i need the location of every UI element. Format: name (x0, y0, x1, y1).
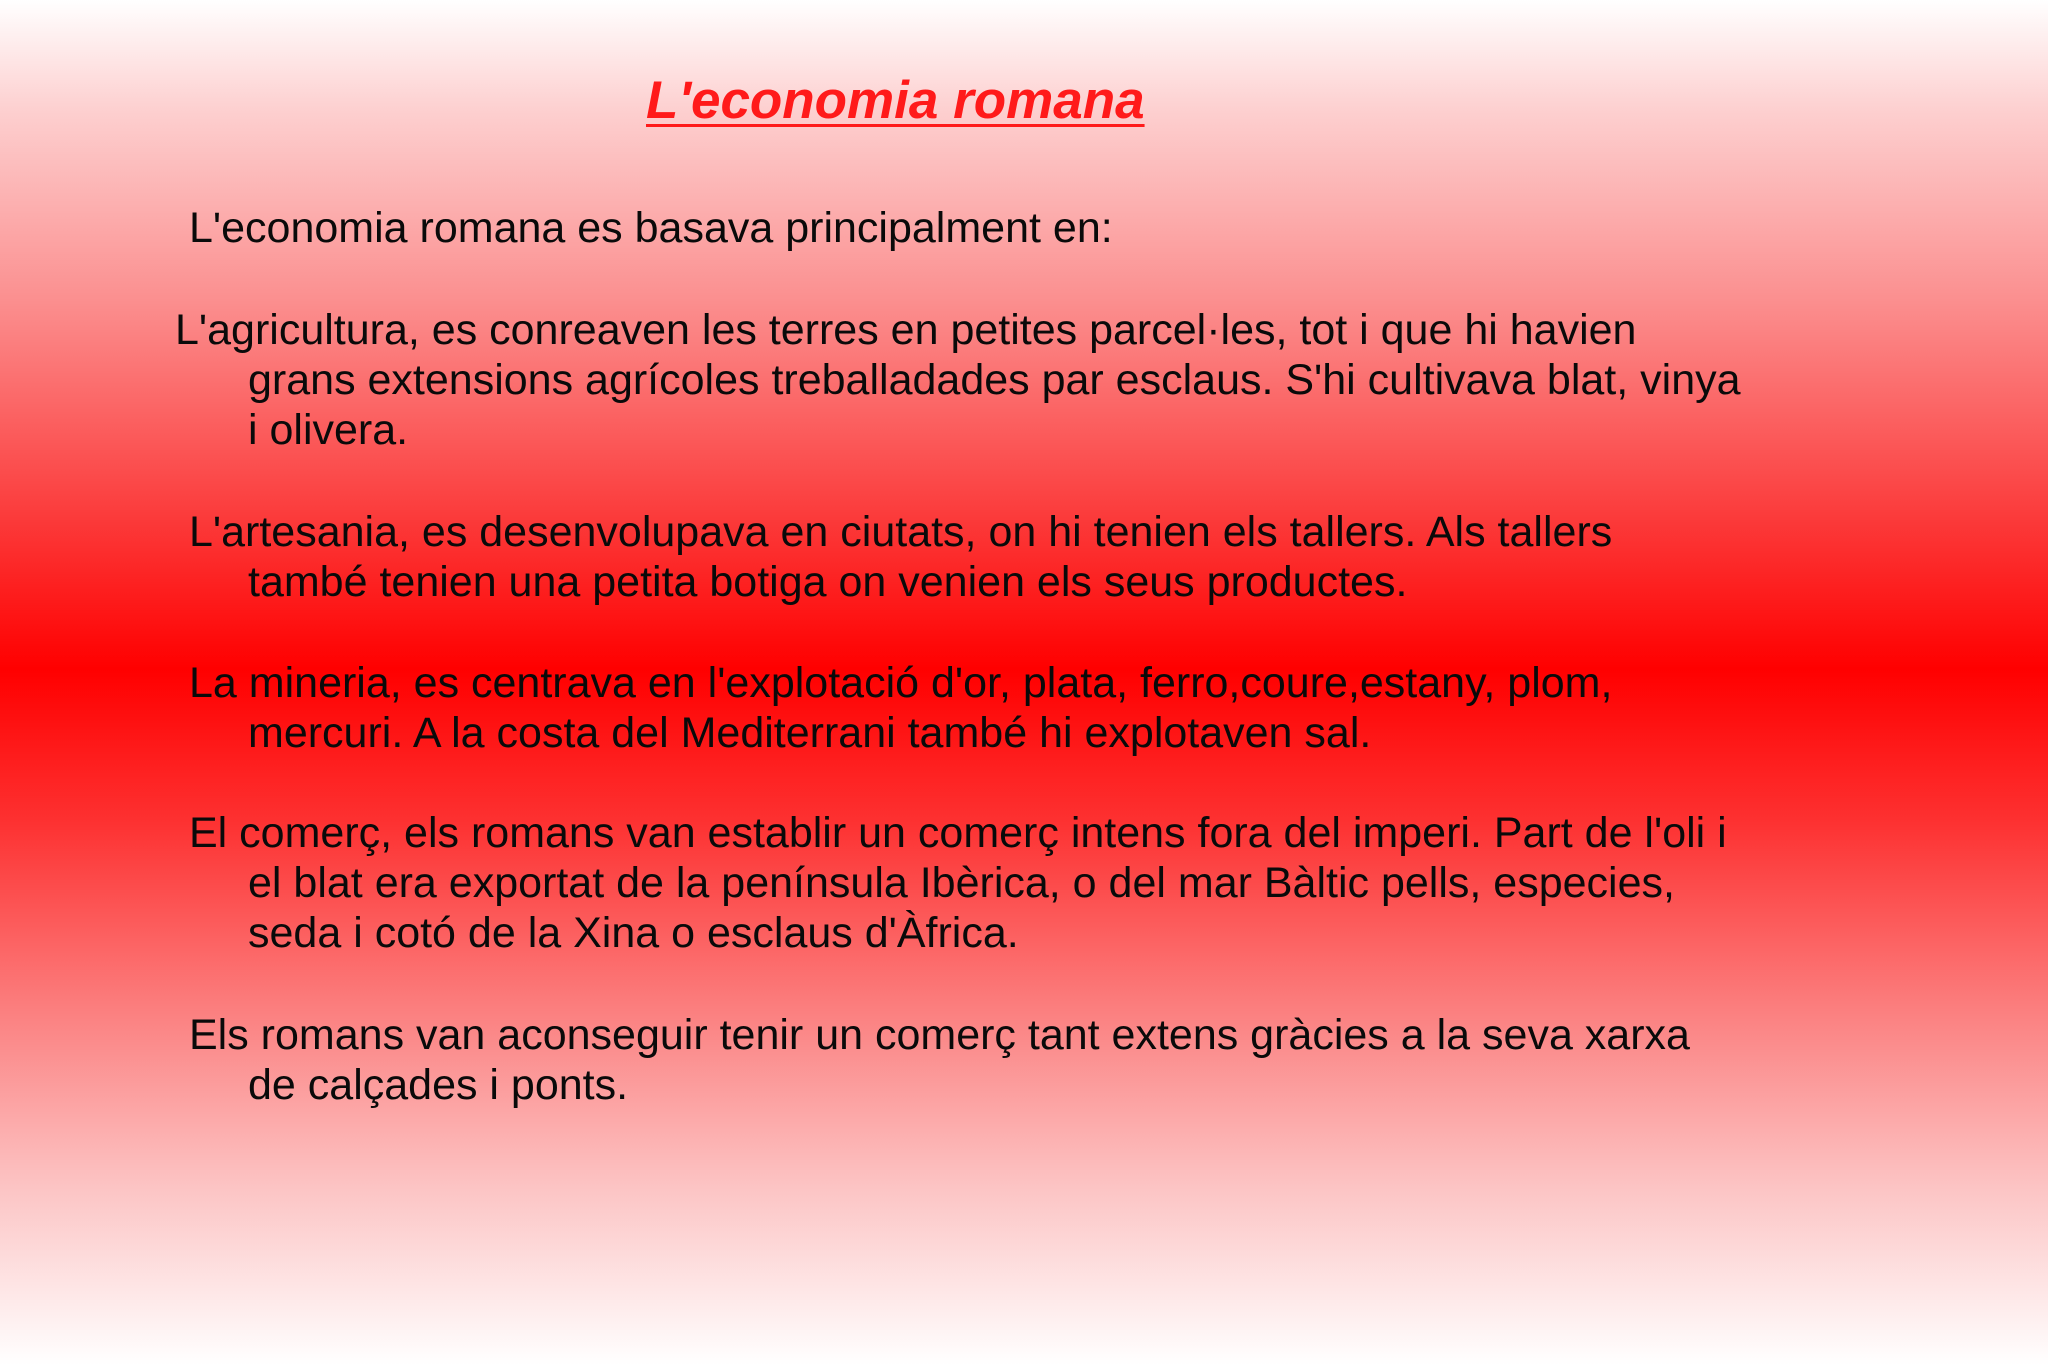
paragraph-line: grans extensions agrícoles treballadades par esclaus. S'hi cultivava blat, vinya (248, 356, 1741, 404)
paragraph-line: també tenien una petita botiga on venien els seus productes. (248, 558, 1408, 606)
intro-paragraph (189, 203, 1989, 253)
paragraph-line: L'artesania, es desenvolupava en ciutats, on hi tenien els tallers. Als tallers (189, 508, 1613, 556)
paragraph-trade (189, 808, 1989, 958)
intro-line: L'economia romana es basava principalment en: (189, 204, 1113, 252)
paragraph-mining (189, 658, 1989, 758)
paragraph-line: L'agricultura, es conreaven les terres en petites parcel·les, tot i que hi havien (175, 306, 1637, 354)
paragraph-line: Els romans van aconseguir tenir un comerç tant extens gràcies a la seva xarxa (189, 1011, 1690, 1059)
paragraph-line: i olivera. (248, 406, 409, 454)
slide-title: L'economia romana (646, 71, 1145, 130)
paragraph-line: El comerç, els romans van establir un comerç intens fora del imperi. Part de l'oli i (189, 809, 1727, 857)
paragraph-agriculture (175, 305, 1975, 455)
paragraph-line: el blat era exportat de la península Ibèrica, o del mar Bàltic pells, especies, (248, 859, 1675, 907)
paragraph-line: seda i cotó de la Xina o esclaus d'Àfrica. (248, 909, 1019, 957)
paragraph-line: La mineria, es centrava en l'explotació d'or, plata, ferro,coure,estany, plom, (189, 659, 1613, 707)
paragraph-roads (189, 1010, 1989, 1110)
paragraph-line: de calçades i ponts. (248, 1061, 629, 1109)
paragraph-line: mercuri. A la costa del Mediterrani també hi explotaven sal. (248, 709, 1372, 757)
paragraph-crafts (189, 507, 1989, 607)
